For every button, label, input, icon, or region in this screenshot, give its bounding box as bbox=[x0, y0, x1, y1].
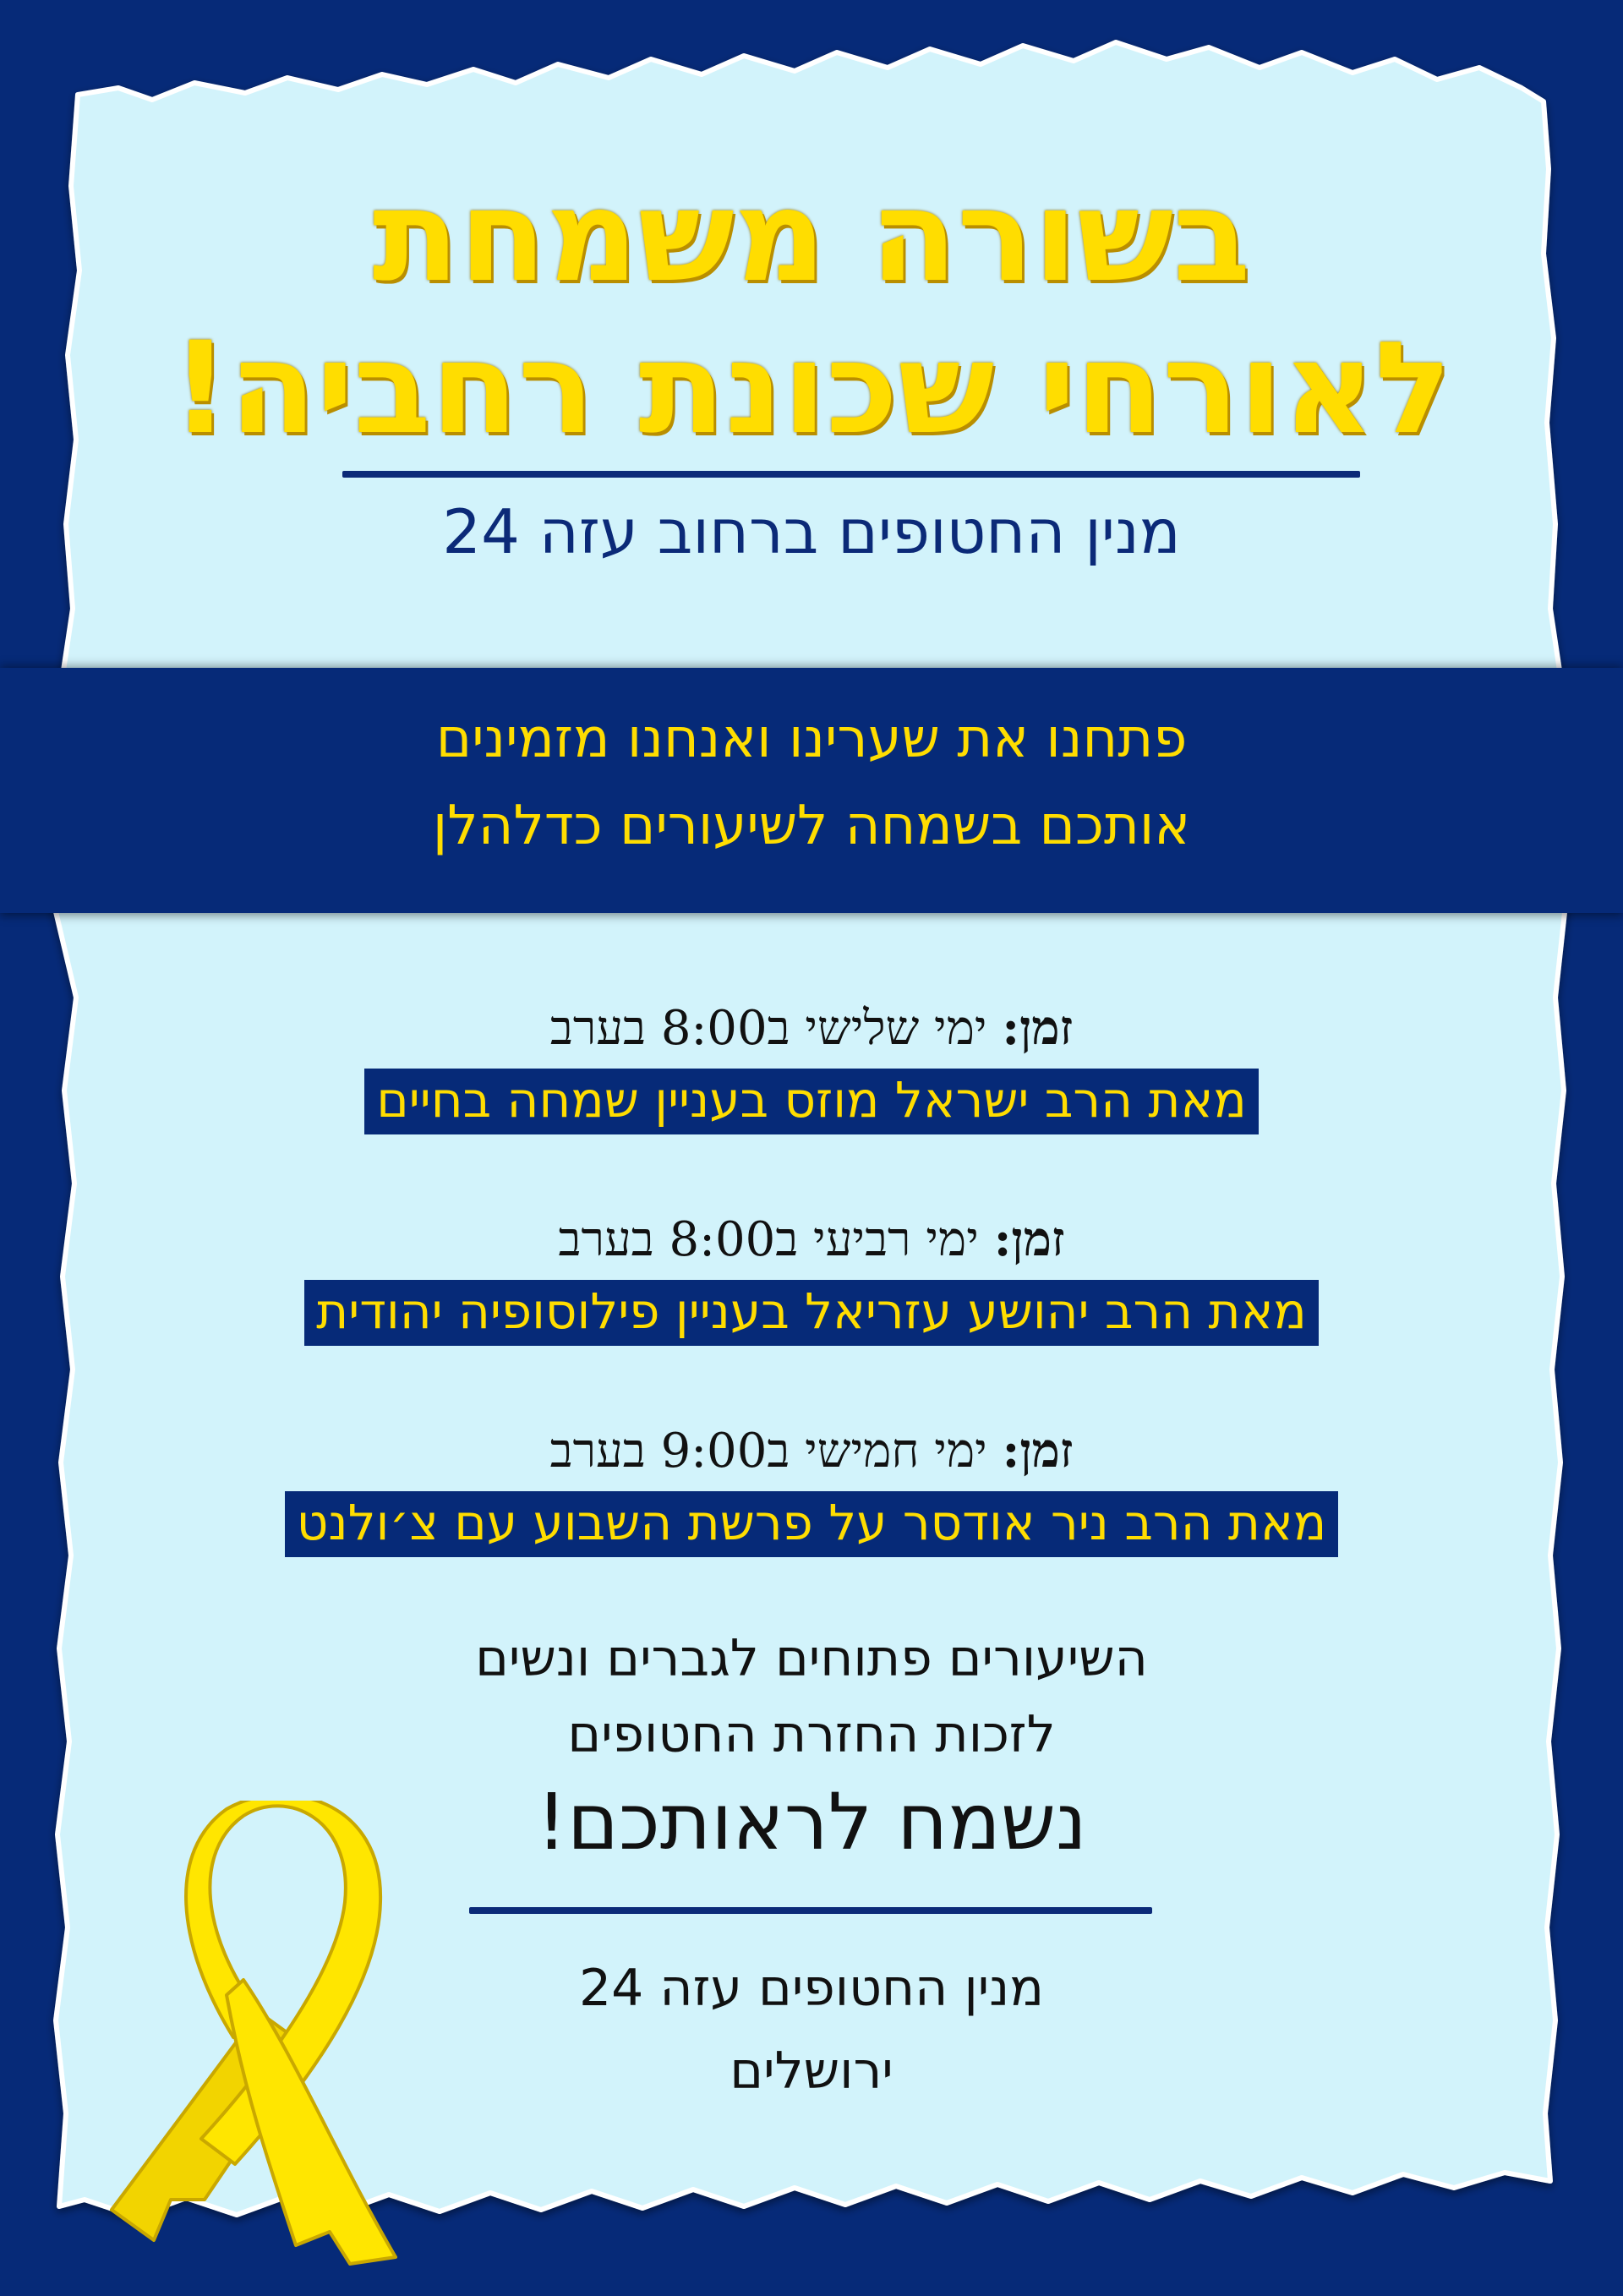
footer-line-2: ירושלים bbox=[730, 2042, 893, 2101]
footer-line-1: מנין החטופים עזה 24 bbox=[578, 1959, 1044, 2018]
footer-divider bbox=[469, 1907, 1152, 1914]
invitation-band bbox=[0, 668, 1623, 913]
lesson-item bbox=[0, 1069, 1623, 1134]
time-text: ימי שלישי ב8:00 בערב bbox=[549, 1001, 987, 1056]
lesson-description: מאת הרב ישראל מוזס בעניין שמחה בחיים bbox=[364, 1069, 1258, 1134]
lesson-time bbox=[0, 1423, 1623, 1479]
time-text: ימי חמישי ב9:00 בערב bbox=[549, 1424, 987, 1479]
invitation-line-2: אותכם בשמחה לשיעורים כדלהלן bbox=[432, 795, 1191, 857]
invitation-line-1: פתחנו את שערינו ואנחנו מזמינים bbox=[435, 708, 1188, 770]
header-divider bbox=[342, 471, 1360, 478]
lesson-item bbox=[0, 1491, 1623, 1557]
lesson-time bbox=[0, 1000, 1623, 1056]
lesson-description: מאת הרב יהושע עזריאל בעניין פילוסופיה יהודית bbox=[304, 1280, 1319, 1346]
time-label: זמן: bbox=[1002, 1423, 1074, 1479]
time-label: זמן: bbox=[1002, 1000, 1074, 1056]
subtitle: מנין החטופים ברחוב עזה 24 bbox=[442, 496, 1181, 567]
headline-line-1: בשורה משמחת bbox=[372, 163, 1251, 310]
yellow-ribbon-icon bbox=[100, 1801, 404, 2274]
closing-line-2: לזכות החזרת החטופים bbox=[567, 1705, 1056, 1764]
lesson-time bbox=[0, 1211, 1623, 1267]
lesson-description: מאת הרב ניר אודסר על פרשת השבוע עם צ׳ולנט bbox=[285, 1491, 1338, 1557]
closing-line-1: השיעורים פתוחים לגברים ונשים bbox=[475, 1629, 1148, 1688]
closing-headline: נשמח לראותכם! bbox=[536, 1777, 1087, 1867]
lesson-item bbox=[0, 1280, 1623, 1346]
headline-line-2: לאורחי שכונת רחביה! bbox=[171, 315, 1452, 462]
time-text: ימי רביעי ב8:00 בערב bbox=[558, 1212, 979, 1267]
time-label: זמן: bbox=[993, 1211, 1065, 1267]
